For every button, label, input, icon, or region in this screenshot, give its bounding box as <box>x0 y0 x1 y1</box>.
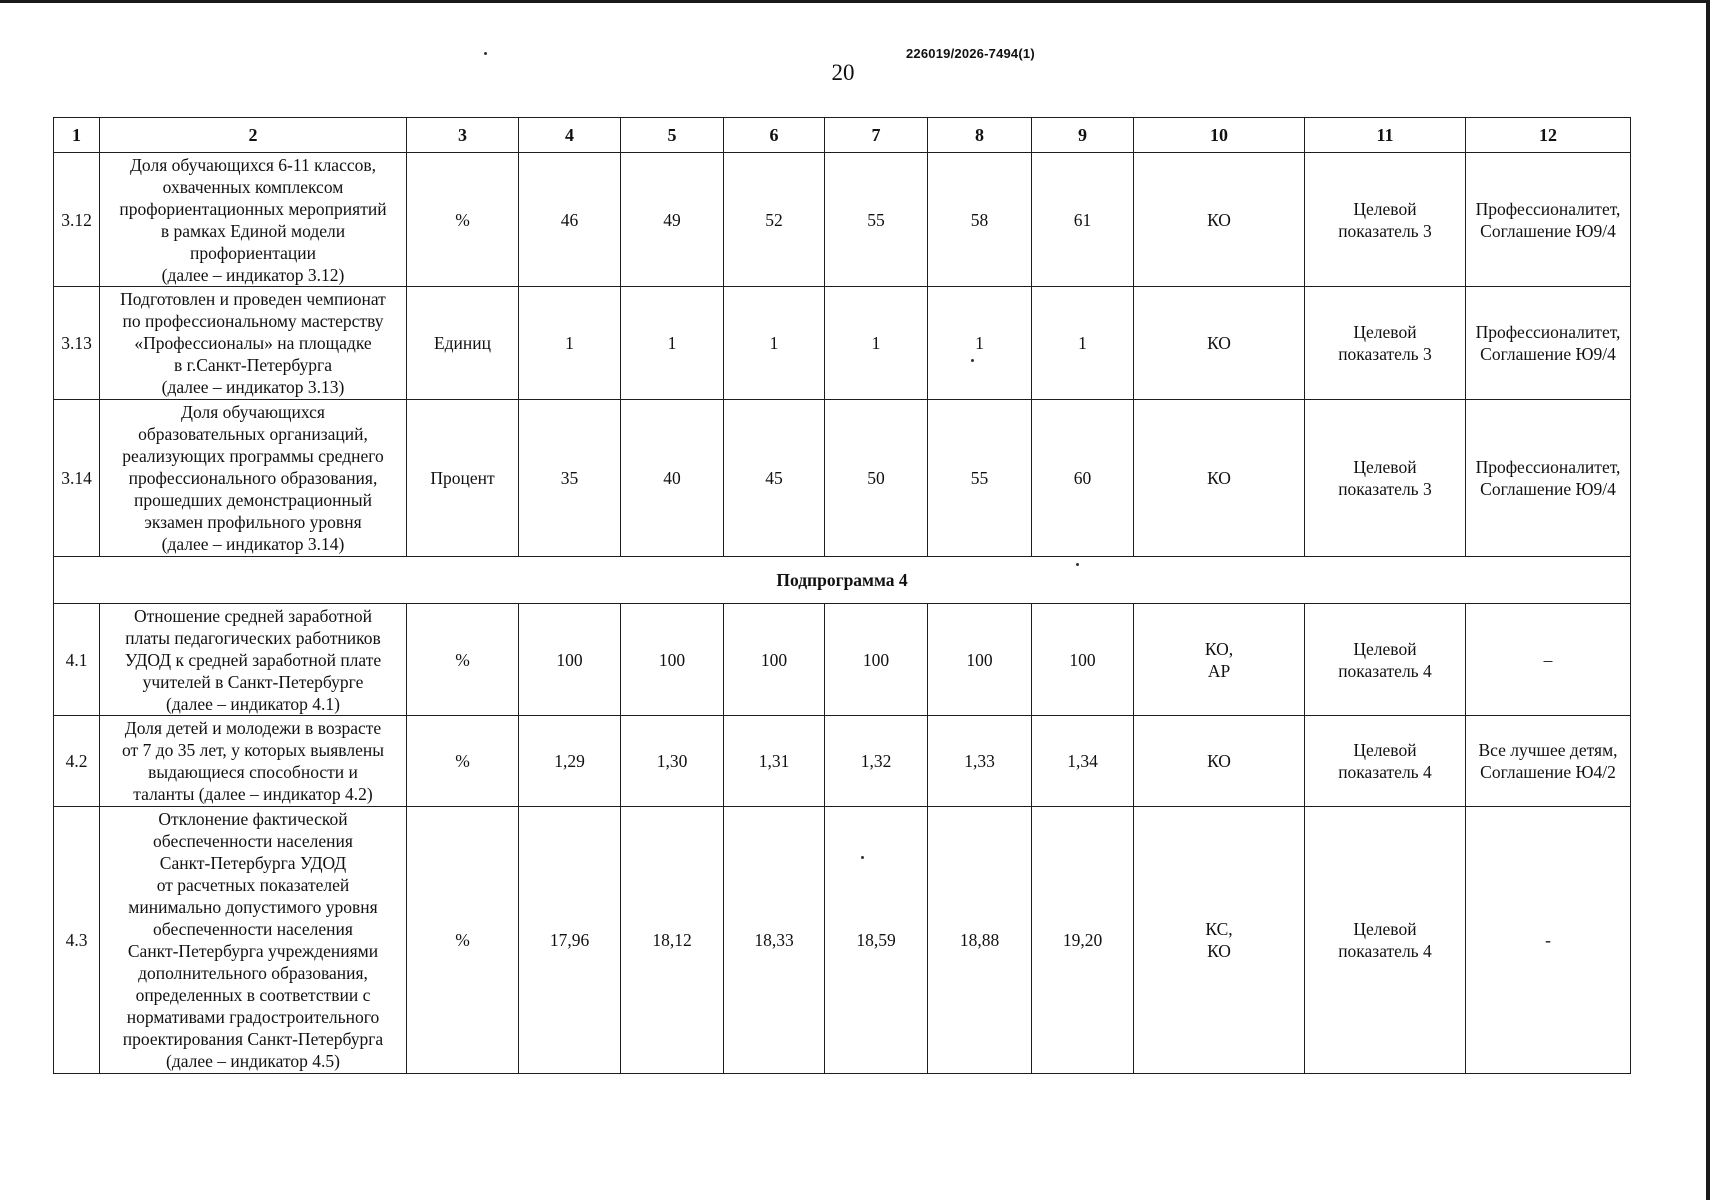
scan-edge-right <box>1706 0 1710 1200</box>
project-line: Соглашение Ю9/4 <box>1480 479 1616 499</box>
indicator-id: 4.3 <box>54 807 100 1074</box>
column-header: 9 <box>1032 118 1134 153</box>
column-header: 2 <box>100 118 407 153</box>
name-line: в рамках Единой модели <box>160 220 346 241</box>
value-cell: 55 <box>825 153 928 287</box>
project-cell <box>1466 716 1631 807</box>
value-cell: 18,33 <box>724 807 825 1074</box>
responsible-line: КО <box>1207 941 1231 961</box>
indicator-id: 4.1 <box>54 604 100 716</box>
indicator-name <box>100 604 407 716</box>
column-header: 12 <box>1466 118 1631 153</box>
name-line: определенных в соответствии с <box>135 985 371 1005</box>
name-line: обеспеченности населения <box>153 831 353 851</box>
name-line: экзамен профильного уровня <box>144 512 362 532</box>
name-line: УДОД к средней заработной плате <box>124 649 382 670</box>
project-line: Соглашение Ю9/4 <box>1480 344 1616 364</box>
name-line: Санкт-Петербурга учреждениями <box>127 941 379 961</box>
project-cell <box>1466 400 1631 557</box>
target-cell <box>1305 604 1466 716</box>
name-line: дополнительного образования, <box>138 963 368 983</box>
value-cell: 46 <box>519 153 621 287</box>
name-line: в г.Санкт-Петербурга <box>173 355 333 375</box>
scan-speck <box>484 52 487 55</box>
project-line: Соглашение Ю9/4 <box>1480 220 1616 241</box>
value-cell: 1 <box>825 287 928 400</box>
project-cell <box>1466 153 1631 287</box>
value-cell: 40 <box>621 400 724 557</box>
name-line: Отклонение фактической <box>158 809 348 829</box>
project-line: - <box>1545 930 1551 950</box>
name-line: Доля детей и молодежи в возрасте <box>124 718 382 738</box>
value-cell: 49 <box>621 153 724 287</box>
column-header: 7 <box>825 118 928 153</box>
name-line: (далее – индикатор 3.14) <box>161 534 345 554</box>
column-header: 5 <box>621 118 724 153</box>
responsible-cell <box>1134 400 1305 557</box>
unit-cell: % <box>407 604 519 716</box>
value-cell: 100 <box>621 604 724 716</box>
name-line: Отношение средней заработной <box>133 605 373 626</box>
target-cell <box>1305 153 1466 287</box>
target-line: показатель 3 <box>1338 220 1432 241</box>
name-line: от 7 до 35 лет, у которых выявлены <box>122 740 384 760</box>
name-line: нормативами градостроительного <box>126 1007 380 1027</box>
unit-cell: % <box>407 153 519 287</box>
name-line: проектирования Санкт-Петербурга <box>122 1029 384 1049</box>
value-cell: 100 <box>1032 604 1134 716</box>
name-line: образовательных организаций, <box>138 424 368 444</box>
responsible-cell <box>1134 153 1305 287</box>
name-line: профориентационных мероприятий <box>119 198 387 219</box>
responsible-line: АР <box>1207 660 1231 681</box>
name-line: учителей в Санкт-Петербурге <box>142 671 364 692</box>
name-line: (далее – индикатор 4.1) <box>166 693 340 714</box>
indicator-name <box>100 153 407 287</box>
indicator-name <box>100 400 407 557</box>
value-cell: 58 <box>928 153 1032 287</box>
responsible-line: КС, <box>1205 919 1233 939</box>
name-line: выдающиеся способности и <box>148 762 358 782</box>
responsible-cell <box>1134 807 1305 1074</box>
column-header: 3 <box>407 118 519 153</box>
column-header: 1 <box>54 118 100 153</box>
project-line: Профессионалитет, <box>1475 198 1621 219</box>
value-cell: 61 <box>1032 153 1134 287</box>
target-line: показатель 3 <box>1338 344 1432 364</box>
unit-cell: Процент <box>407 400 519 557</box>
name-line: «Профессионалы» на площадке <box>134 333 372 353</box>
table-row <box>54 807 1631 1074</box>
value-cell: 1 <box>1032 287 1134 400</box>
project-line: Профессионалитет, <box>1475 457 1621 477</box>
section-title: Подпрограмма 4 <box>54 557 1631 604</box>
table-row <box>54 153 1631 287</box>
section-row <box>54 557 1631 604</box>
name-line: Доля обучающихся 6-11 классов, <box>130 154 376 175</box>
name-line: по профессиональному мастерству <box>122 311 384 331</box>
name-line: профессионального образования, <box>128 468 378 488</box>
name-line: прошедших демонстрационный <box>133 490 373 510</box>
value-cell: 52 <box>724 153 825 287</box>
column-header-row <box>54 118 1631 153</box>
name-line: обеспеченности населения <box>153 919 353 939</box>
target-cell <box>1305 716 1466 807</box>
responsible-cell <box>1134 716 1305 807</box>
value-cell: 1,33 <box>928 716 1032 807</box>
unit-cell: % <box>407 716 519 807</box>
table-row <box>54 716 1631 807</box>
value-cell: 1,32 <box>825 716 928 807</box>
value-cell: 1,31 <box>724 716 825 807</box>
registration-number: 226019/2026-7494(1) <box>906 46 1035 61</box>
value-cell: 17,96 <box>519 807 621 1074</box>
target-cell <box>1305 400 1466 557</box>
value-cell: 1 <box>621 287 724 400</box>
value-cell: 18,88 <box>928 807 1032 1074</box>
column-header: 4 <box>519 118 621 153</box>
indicator-id: 3.14 <box>54 400 100 557</box>
name-line: охваченных комплексом <box>162 176 344 197</box>
value-cell: 55 <box>928 400 1032 557</box>
target-line: показатель 4 <box>1338 941 1432 961</box>
indicators-table <box>53 117 1631 1074</box>
project-line: Профессионалитет, <box>1475 322 1621 342</box>
responsible-line: КО, <box>1204 638 1234 659</box>
indicator-id: 4.2 <box>54 716 100 807</box>
name-line: Санкт-Петербурга УДОД <box>159 853 347 873</box>
name-line: Подготовлен и проведен чемпионат <box>120 289 386 309</box>
target-line: Целевой <box>1353 638 1417 659</box>
name-line: (далее – индикатор 4.5) <box>166 1051 340 1071</box>
table-row <box>54 604 1631 716</box>
scan-edge-top <box>0 0 1710 3</box>
responsible-line: КО <box>1207 751 1231 771</box>
table-row <box>54 287 1631 400</box>
name-line: реализующих программы среднего <box>122 446 384 466</box>
target-line: Целевой <box>1353 457 1417 477</box>
value-cell: 19,20 <box>1032 807 1134 1074</box>
target-line: Целевой <box>1353 740 1417 760</box>
column-header: 6 <box>724 118 825 153</box>
value-cell: 1,29 <box>519 716 621 807</box>
value-cell: 1,34 <box>1032 716 1134 807</box>
value-cell: 60 <box>1032 400 1134 557</box>
value-cell: 1 <box>519 287 621 400</box>
project-cell <box>1466 287 1631 400</box>
target-cell <box>1305 287 1466 400</box>
responsible-line: КО <box>1207 209 1231 230</box>
name-line: минимально допустимого уровня <box>128 897 378 917</box>
unit-cell: Единиц <box>407 287 519 400</box>
project-line: Соглашение Ю4/2 <box>1480 762 1616 782</box>
project-line: Все лучшее детям, <box>1478 740 1618 760</box>
value-cell: 18,12 <box>621 807 724 1074</box>
name-line: таланты (далее – индикатор 4.2) <box>133 784 373 804</box>
name-line: профориентации <box>190 242 316 263</box>
column-header: 8 <box>928 118 1032 153</box>
name-line: платы педагогических работников <box>125 627 381 648</box>
value-cell: 100 <box>825 604 928 716</box>
indicator-name <box>100 287 407 400</box>
value-cell: 1 <box>928 287 1032 400</box>
target-line: Целевой <box>1353 322 1417 342</box>
responsible-cell <box>1134 287 1305 400</box>
target-line: показатель 3 <box>1338 479 1432 499</box>
column-header: 11 <box>1305 118 1466 153</box>
indicator-name <box>100 807 407 1074</box>
project-line: – <box>1543 649 1553 670</box>
target-line: Целевой <box>1353 198 1417 219</box>
target-line: показатель 4 <box>1338 762 1432 782</box>
value-cell: 100 <box>928 604 1032 716</box>
unit-cell: % <box>407 807 519 1074</box>
responsible-line: КО <box>1207 333 1231 353</box>
target-cell <box>1305 807 1466 1074</box>
value-cell: 35 <box>519 400 621 557</box>
page-number: 20 <box>831 60 855 85</box>
value-cell: 45 <box>724 400 825 557</box>
responsible-cell <box>1134 604 1305 716</box>
indicator-name <box>100 716 407 807</box>
name-line: от расчетных показателей <box>156 875 350 895</box>
value-cell: 50 <box>825 400 928 557</box>
target-line: показатель 4 <box>1338 660 1432 681</box>
name-line: (далее – индикатор 3.13) <box>161 377 345 397</box>
value-cell: 100 <box>519 604 621 716</box>
name-line: Доля обучающихся <box>181 402 325 422</box>
name-line: (далее – индикатор 3.12) <box>161 264 345 285</box>
value-cell: 18,59 <box>825 807 928 1074</box>
indicator-id: 3.12 <box>54 153 100 287</box>
project-cell <box>1466 604 1631 716</box>
column-header: 10 <box>1134 118 1305 153</box>
value-cell: 1 <box>724 287 825 400</box>
responsible-line: КО <box>1207 468 1231 488</box>
value-cell: 100 <box>724 604 825 716</box>
table-row <box>54 400 1631 557</box>
indicator-id: 3.13 <box>54 287 100 400</box>
project-cell <box>1466 807 1631 1074</box>
target-line: Целевой <box>1353 919 1417 939</box>
value-cell: 1,30 <box>621 716 724 807</box>
